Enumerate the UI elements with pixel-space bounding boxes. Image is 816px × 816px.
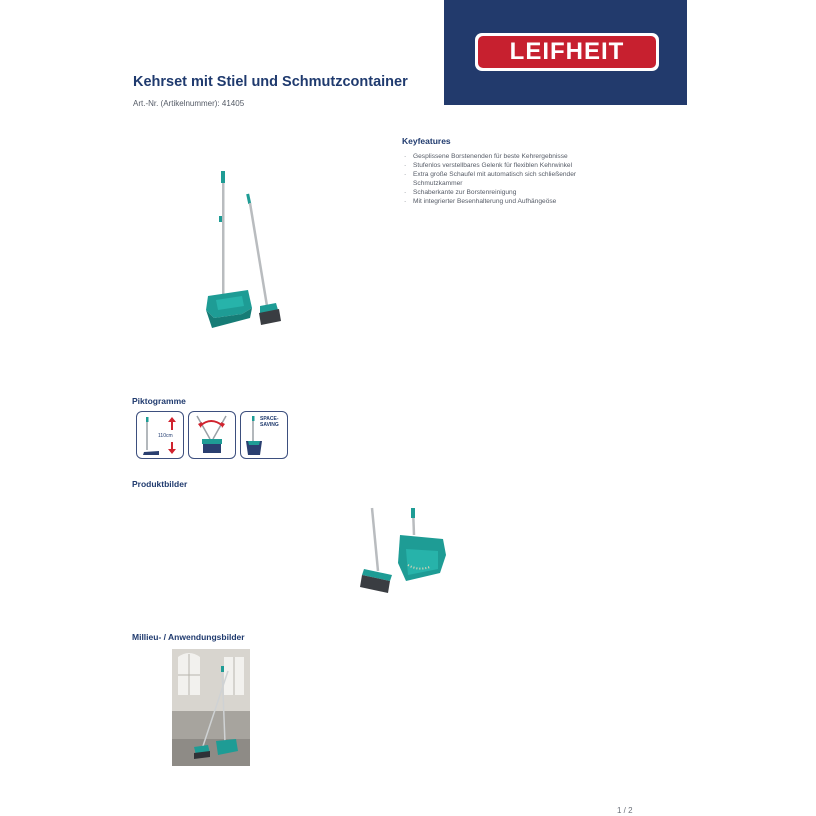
keyfeatures-heading: Keyfeatures bbox=[402, 136, 451, 146]
space-saving-icon bbox=[240, 411, 288, 459]
product-detail-image bbox=[358, 505, 450, 599]
logo-text: LEIFHEIT bbox=[478, 36, 656, 68]
height-label: 110cm bbox=[158, 433, 173, 439]
flexible-angle-icon bbox=[188, 411, 236, 459]
list-item: · Stufenlos verstellbares Gelenk für flexiblen Kehrwinkel bbox=[402, 161, 617, 170]
milieu-heading: Millieu- / Anwendungsbilder bbox=[132, 632, 245, 642]
list-item: · Mit integrierter Besenhalterung und Aufhängeöse bbox=[402, 197, 617, 206]
article-number: Art.-Nr. (Artikelnummer): 41405 bbox=[133, 99, 245, 108]
list-item: · Extra große Schaufel mit automatisch sich schließender Schmutzkammer bbox=[402, 170, 617, 188]
list-item: · Gesplissene Borstenenden für beste Kehrergebnisse bbox=[402, 152, 617, 161]
produktbilder-heading: Produktbilder bbox=[132, 479, 188, 489]
space-saving-line2: SAVING bbox=[260, 422, 279, 428]
leifheit-logo bbox=[475, 33, 659, 71]
page-number: 1 / 2 bbox=[617, 806, 633, 815]
list-item: · Schaberkante zur Borstenreinigung bbox=[402, 188, 617, 197]
height-110cm-icon bbox=[136, 411, 184, 459]
product-title: Kehrset mit Stiel und Schmutzcontainer bbox=[133, 74, 408, 90]
product-main-image bbox=[190, 168, 290, 336]
milieu-image bbox=[172, 649, 250, 766]
space-saving-line1: SPACE- bbox=[260, 416, 279, 422]
keyfeatures-list bbox=[402, 152, 617, 206]
brand-header bbox=[444, 0, 687, 105]
piktogramme-heading: Piktogramme bbox=[132, 396, 186, 406]
